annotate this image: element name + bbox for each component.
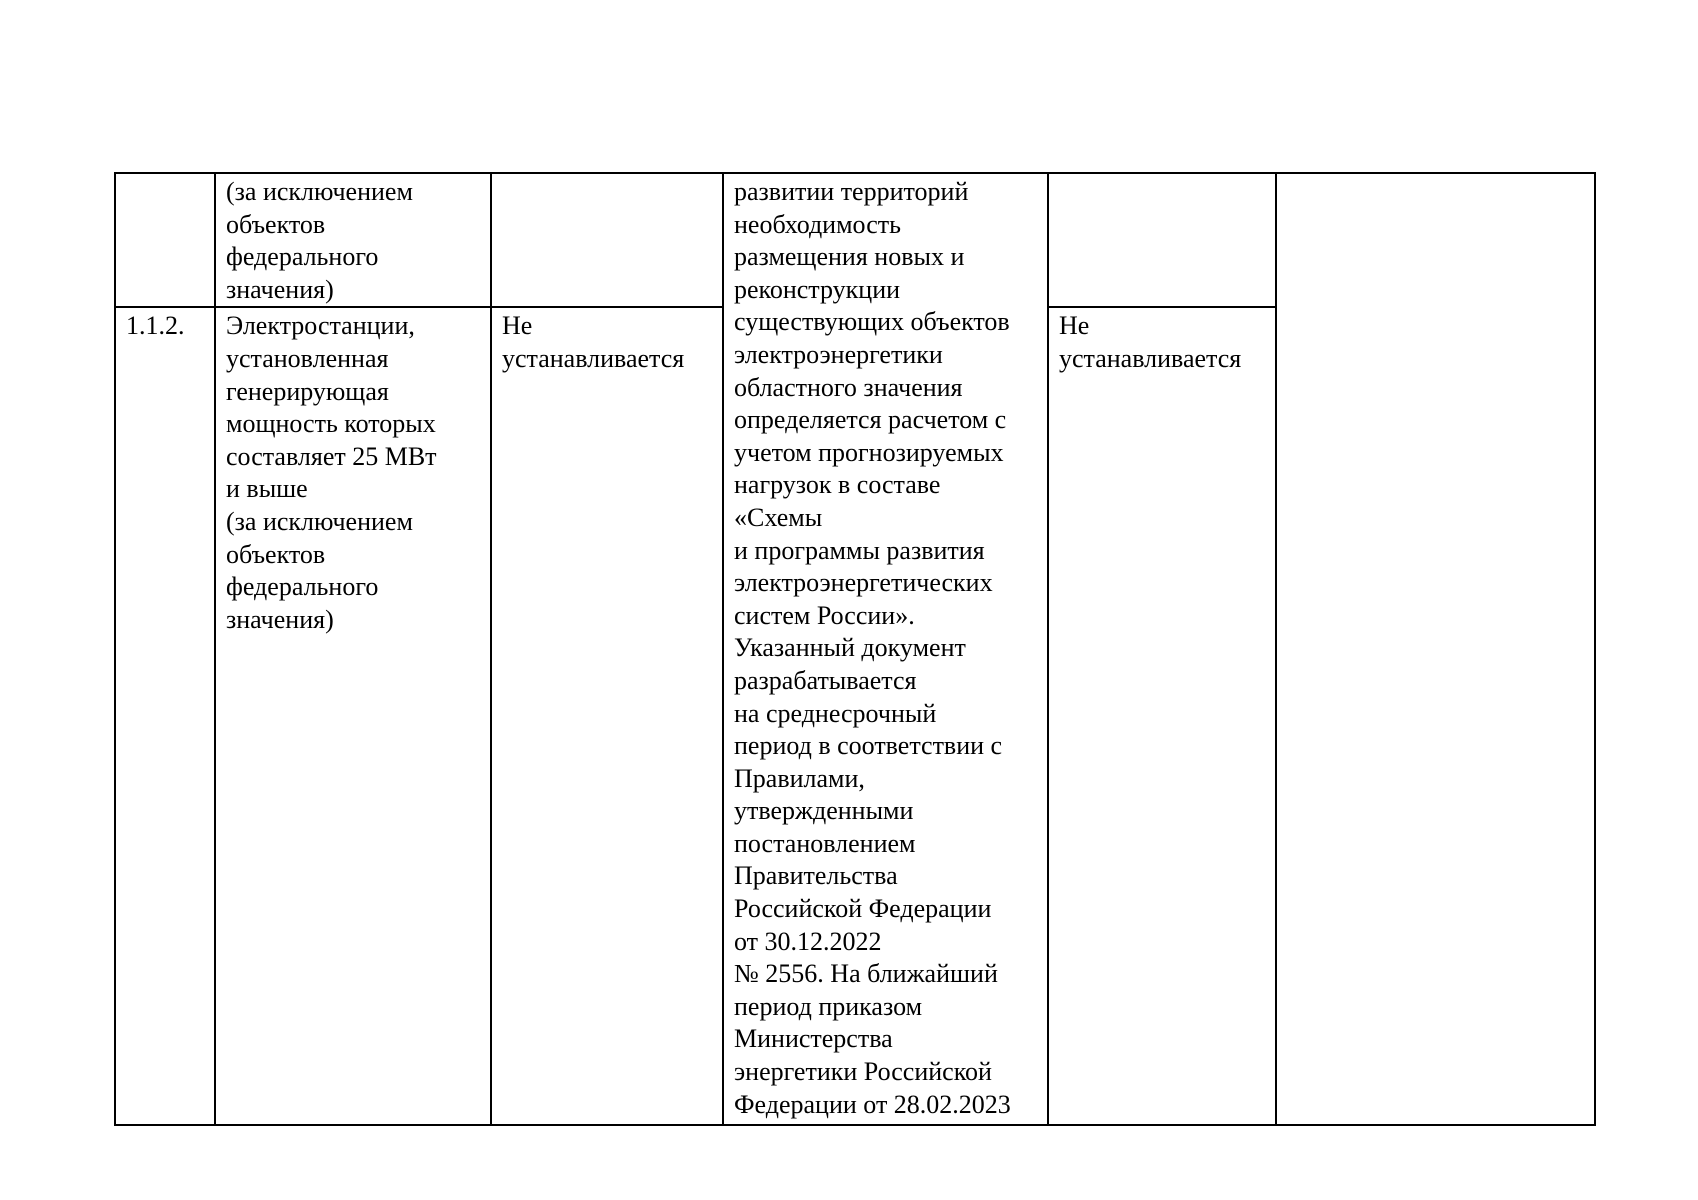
text-line: существующих объектов bbox=[734, 307, 1010, 337]
text-line: электроэнергетических bbox=[734, 568, 993, 598]
text-line: необходимость bbox=[734, 209, 901, 239]
text-line: развитии территорий bbox=[734, 177, 969, 206]
text-line: электроэнергетики bbox=[734, 339, 943, 369]
cell-indicator-min-continued bbox=[491, 173, 723, 307]
text-line: на среднесрочный bbox=[734, 698, 937, 728]
text-line: нагрузок в составе bbox=[734, 470, 941, 500]
text-line: составляет 25 МВт bbox=[226, 441, 437, 471]
text-line: период приказом bbox=[734, 991, 923, 1021]
text-line: и выше bbox=[226, 474, 308, 504]
text-line: установленная bbox=[226, 343, 389, 373]
cell-number-continued bbox=[115, 173, 215, 307]
text-line: Правительства bbox=[734, 861, 898, 891]
text-line: значения) bbox=[226, 274, 334, 304]
text-line: утвержденными bbox=[734, 796, 914, 826]
text-line: федерального bbox=[226, 572, 379, 602]
text-line: Не bbox=[1059, 311, 1090, 341]
text-line: областного значения bbox=[734, 372, 963, 402]
text-line: от 30.12.2022 bbox=[734, 926, 882, 956]
text-line: (за исключением bbox=[226, 177, 413, 206]
text-line: значения) bbox=[226, 604, 334, 634]
text-line: Федерации от 28.02.2023 bbox=[734, 1089, 1011, 1119]
text-line: № 2556. На ближайший bbox=[734, 959, 998, 989]
text-line: Не bbox=[502, 311, 533, 341]
text-line: систем России». bbox=[734, 600, 915, 630]
cell-number bbox=[115, 307, 215, 1125]
text-line: реконструкции bbox=[734, 274, 901, 304]
text-line: федерального bbox=[226, 242, 379, 272]
text-line: объектов bbox=[226, 539, 326, 569]
cell-indicator-max bbox=[1048, 307, 1276, 1125]
text-line: «Схемы bbox=[734, 502, 823, 532]
text-line: размещения новых и bbox=[734, 242, 965, 272]
cell-indicator-min bbox=[491, 307, 723, 1125]
text-line: период в соответствии с bbox=[734, 731, 1003, 761]
text-line: устанавливается bbox=[502, 343, 685, 373]
cell-notes bbox=[1276, 173, 1595, 1125]
cell-indicator-max-continued bbox=[1048, 173, 1276, 307]
text-line: мощность которых bbox=[226, 409, 436, 439]
text-line: учетом прогнозируемых bbox=[734, 437, 1004, 467]
text-line: постановлением bbox=[734, 828, 916, 858]
regulation-table bbox=[114, 172, 1596, 1126]
text-line: объектов bbox=[226, 209, 326, 239]
cell-object bbox=[215, 307, 491, 1125]
text-line: и программы развития bbox=[734, 535, 985, 565]
text-line: Указанный документ bbox=[734, 633, 966, 663]
cell-rationale bbox=[723, 173, 1048, 1125]
table-row-continued bbox=[115, 173, 1595, 307]
row-number: 1.1.2. bbox=[126, 311, 185, 341]
text-line: генерирующая bbox=[226, 376, 389, 406]
text-line: Электростанции, bbox=[226, 311, 415, 341]
text-line: разрабатывается bbox=[734, 665, 917, 695]
text-line: Министерства bbox=[734, 1024, 893, 1054]
text-line: Российской Федерации bbox=[734, 894, 992, 924]
text-line: Правилами, bbox=[734, 763, 865, 793]
text-line: (за исключением bbox=[226, 506, 413, 536]
text-line: энергетики Российской bbox=[734, 1057, 992, 1087]
cell-object-continued bbox=[215, 173, 491, 307]
text-line: устанавливается bbox=[1059, 343, 1242, 373]
text-line: определяется расчетом с bbox=[734, 405, 1007, 435]
